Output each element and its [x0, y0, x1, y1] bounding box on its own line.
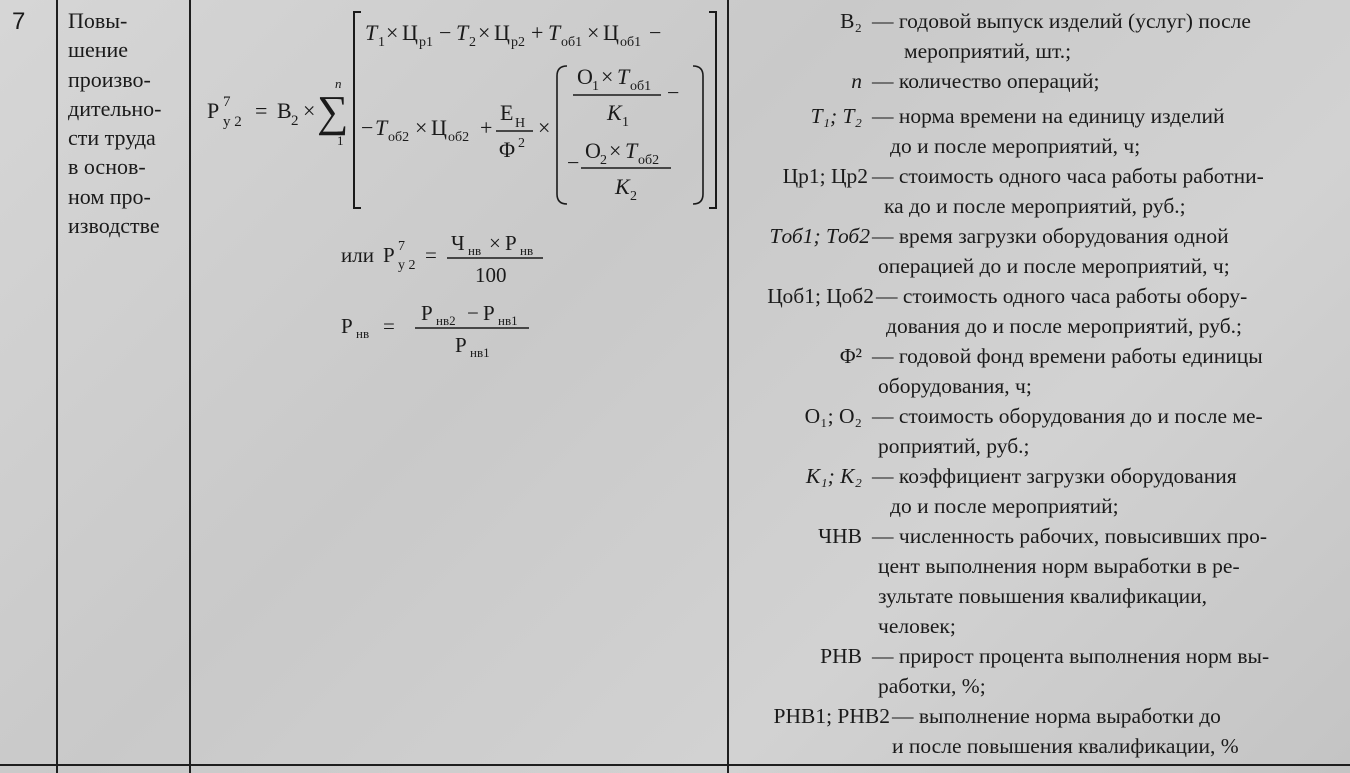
formula-k1: K: [607, 100, 622, 125]
alt-formula: [341, 231, 543, 360]
formula-tsr2: Ц: [494, 20, 510, 45]
definition-line: — коэффициент загрузки оборудования: [872, 464, 1237, 488]
formula-tob1: T: [548, 20, 561, 45]
formula-tsr1-sub: р1: [419, 35, 433, 50]
plus-sign: +: [531, 20, 544, 45]
formula-k2: K: [615, 174, 630, 199]
definition-line: — стоимость одного часа работы обору-: [876, 284, 1248, 308]
times-sign: ×: [303, 98, 316, 123]
formula-tsr1: Ц: [402, 20, 418, 45]
definition-line: человек;: [878, 614, 956, 638]
definition-line: зультате повышения квалификации,: [878, 584, 1208, 608]
formula-chnv-sub: нв: [468, 243, 482, 258]
definition-line: — количество операций;: [872, 69, 1100, 93]
formula-en-sub: Н: [515, 116, 526, 131]
formula-rnv1-denom-sub: нв1: [470, 345, 490, 360]
minus-sign: −: [649, 20, 662, 45]
definition-line: — время загрузки оборудования одной: [872, 224, 1229, 248]
minus-sign: −: [567, 150, 580, 175]
formula-tob2: T: [375, 115, 388, 140]
formula-tsr2-sub: р2: [511, 35, 525, 50]
definition-symbol: Tоб1; Tоб2: [769, 224, 870, 248]
formula-o2: О: [585, 138, 601, 163]
formula-en: Е: [500, 100, 514, 125]
times-sign: ×: [489, 231, 501, 255]
column-divider: [56, 0, 58, 773]
formula-tob2-sub: об2: [388, 130, 410, 145]
definition-text: [872, 101, 1342, 161]
formula-k2-sub: 2: [630, 189, 637, 204]
definition-line: оборудования, ч;: [878, 374, 1032, 398]
definition-line: и после повышения квалификации, %: [892, 734, 1239, 758]
formula-rnv2-sub: нв2: [436, 313, 456, 328]
formula-tob2-inner: T: [625, 138, 638, 163]
plus-sign: +: [480, 115, 493, 140]
definition-text: [872, 221, 1342, 281]
times-sign: ×: [601, 64, 614, 89]
definition-line: — прирост процента выполнения норм вы-: [872, 644, 1270, 668]
title-line: изводстве: [68, 213, 160, 239]
formula-k1-sub: 1: [622, 115, 629, 130]
formula-lhs-2-sup: 7: [398, 239, 405, 254]
definition-symbol: Цоб1; Цоб2: [767, 284, 874, 308]
right-paren: [693, 66, 703, 204]
formula-phi: Φ: [499, 137, 516, 162]
formula-rnv1-denom: Р: [455, 333, 467, 357]
definition-line: — норма времени на единицу изделий: [872, 104, 1225, 128]
formula-o2-sub: 2: [600, 153, 607, 168]
definition-symbol: T₁; T₂: [810, 104, 862, 128]
formula-rnv: Р: [505, 231, 517, 255]
definition-symbol: РНВ: [820, 644, 862, 668]
title-line: шение: [68, 37, 129, 63]
formula-chnv: Ч: [451, 231, 465, 255]
equals-sign: =: [383, 314, 395, 338]
title-line: ном про-: [68, 183, 151, 209]
title-line: в основ-: [68, 154, 146, 180]
definition-line: — годовой выпуск изделий (услуг) после: [872, 9, 1251, 33]
definition-text: [872, 401, 1342, 461]
left-paren: [557, 66, 567, 204]
formula-o1: О: [577, 64, 593, 89]
formula-t2: T: [456, 20, 469, 45]
formula-tsob2-sub: об2: [448, 130, 470, 145]
definition-line: до и после мероприятий;: [890, 494, 1119, 518]
equals-sign: =: [255, 98, 268, 123]
definition-text: [872, 641, 1342, 701]
formula-lhs-2: Р: [383, 243, 395, 267]
left-bracket: [354, 12, 361, 208]
definition-symbol: n: [851, 69, 862, 93]
definition-symbol: Φ²: [839, 344, 862, 368]
definition-symbol: РНВ1; РНВ2: [773, 704, 890, 728]
formula-rnv-sub: нв: [520, 243, 534, 258]
times-sign: ×: [538, 115, 551, 140]
formula-t1-sub: 1: [378, 35, 385, 50]
times-sign: ×: [478, 20, 491, 45]
definition-text: [892, 701, 1350, 761]
definition-line: дования до и после мероприятий, руб.;: [886, 314, 1242, 338]
formula-b2-sub: 2: [291, 113, 299, 129]
definition-symbol: О₁; О₂: [804, 404, 862, 428]
sum-top: n: [335, 76, 342, 91]
definition-text: [872, 66, 1342, 96]
times-sign: ×: [415, 115, 428, 140]
times-sign: ×: [386, 20, 399, 45]
definition-line: до и после мероприятий, ч;: [890, 134, 1141, 158]
equals-sign: =: [425, 243, 437, 267]
formula-rnv-lhs-sub: нв: [356, 326, 370, 341]
formula-rnv1: Р: [483, 301, 495, 325]
definition-symbol: K₁; K₂: [805, 464, 862, 488]
definition-line: — стоимость одного часа работы работни-: [872, 164, 1264, 188]
formula-lhs-2-sub: у 2: [398, 258, 416, 273]
title-line: Повы-: [68, 8, 128, 33]
formula-rnv1-sub: нв1: [498, 313, 518, 328]
definition-text: [872, 461, 1342, 521]
title-line: дительно-: [68, 95, 162, 121]
formula-t1: T: [365, 20, 378, 45]
minus-sign: −: [467, 301, 479, 325]
definition-line: операцией до и после мероприятий, ч;: [878, 254, 1230, 278]
definition-line: — численность рабочих, повысивших про-: [872, 524, 1268, 548]
formula-t2-sub: 2: [469, 35, 476, 50]
formula-graphic: [193, 0, 728, 773]
definition-text: [872, 6, 1342, 66]
definition-symbol: ЧНВ: [818, 524, 862, 548]
definition-line: — стоимость оборудования до и после ме-: [872, 404, 1263, 428]
formula-rnv2: Р: [421, 301, 433, 325]
definition-line: ка до и после мероприятий, руб.;: [884, 194, 1186, 218]
formula-lhs-sub: у 2: [223, 114, 242, 130]
measure-title: [68, 6, 188, 240]
formula-tob1-sub: об1: [561, 35, 583, 50]
formula-tsob2: Ц: [431, 115, 447, 140]
formula-tsob1: Ц: [603, 20, 619, 45]
times-sign: ×: [587, 20, 600, 45]
times-sign: ×: [609, 138, 622, 163]
minus-sign: −: [439, 20, 452, 45]
minus-sign: −: [361, 115, 374, 140]
or-label: или: [341, 243, 374, 267]
formula-cell: [193, 0, 728, 773]
row-number: 7: [12, 8, 26, 35]
definition-line: работки, %;: [878, 674, 986, 698]
definition-line: роприятий, руб.;: [878, 434, 1030, 458]
formula-hundred: 100: [475, 263, 507, 287]
definition-line: — годовой фонд времени работы единицы: [872, 344, 1263, 368]
definition-text: [876, 281, 1346, 341]
definitions-cell: [730, 0, 1350, 773]
sum-bottom: 1: [337, 133, 344, 148]
column-divider: [189, 0, 191, 773]
formula-rnv-lhs: Р: [341, 314, 353, 338]
formula-tob1-inner-sub: об1: [630, 79, 652, 94]
definition-text: [872, 341, 1342, 401]
definition-line: — выполнение норма выработки до: [892, 704, 1221, 728]
title-line: произво-: [68, 66, 151, 92]
formula-phi-sup: 2: [518, 136, 525, 151]
definition-symbol: Цр1; Цр2: [782, 164, 868, 188]
title-line: сти труда: [68, 125, 156, 151]
formula-lhs-sup: 7: [223, 94, 231, 110]
formula-b2: В: [277, 98, 292, 123]
definition-line: цент выполнения норм выработки в ре-: [878, 554, 1240, 578]
minus-sign: −: [667, 80, 680, 105]
main-formula: [207, 12, 716, 208]
definition-text: [872, 161, 1342, 221]
formula-tob2-inner-sub: об2: [638, 153, 660, 168]
formula-o1-sub: 1: [592, 79, 599, 94]
formula-tsob1-sub: об1: [620, 35, 642, 50]
definition-line: мероприятий, шт.;: [904, 39, 1072, 63]
right-bracket: [709, 12, 716, 208]
sum-sign: ∑: [317, 87, 349, 136]
formula-tob1-inner: T: [617, 64, 630, 89]
definition-text: [872, 521, 1342, 641]
definition-symbol: В₂: [840, 9, 862, 33]
formula-lhs: Р: [207, 98, 220, 123]
